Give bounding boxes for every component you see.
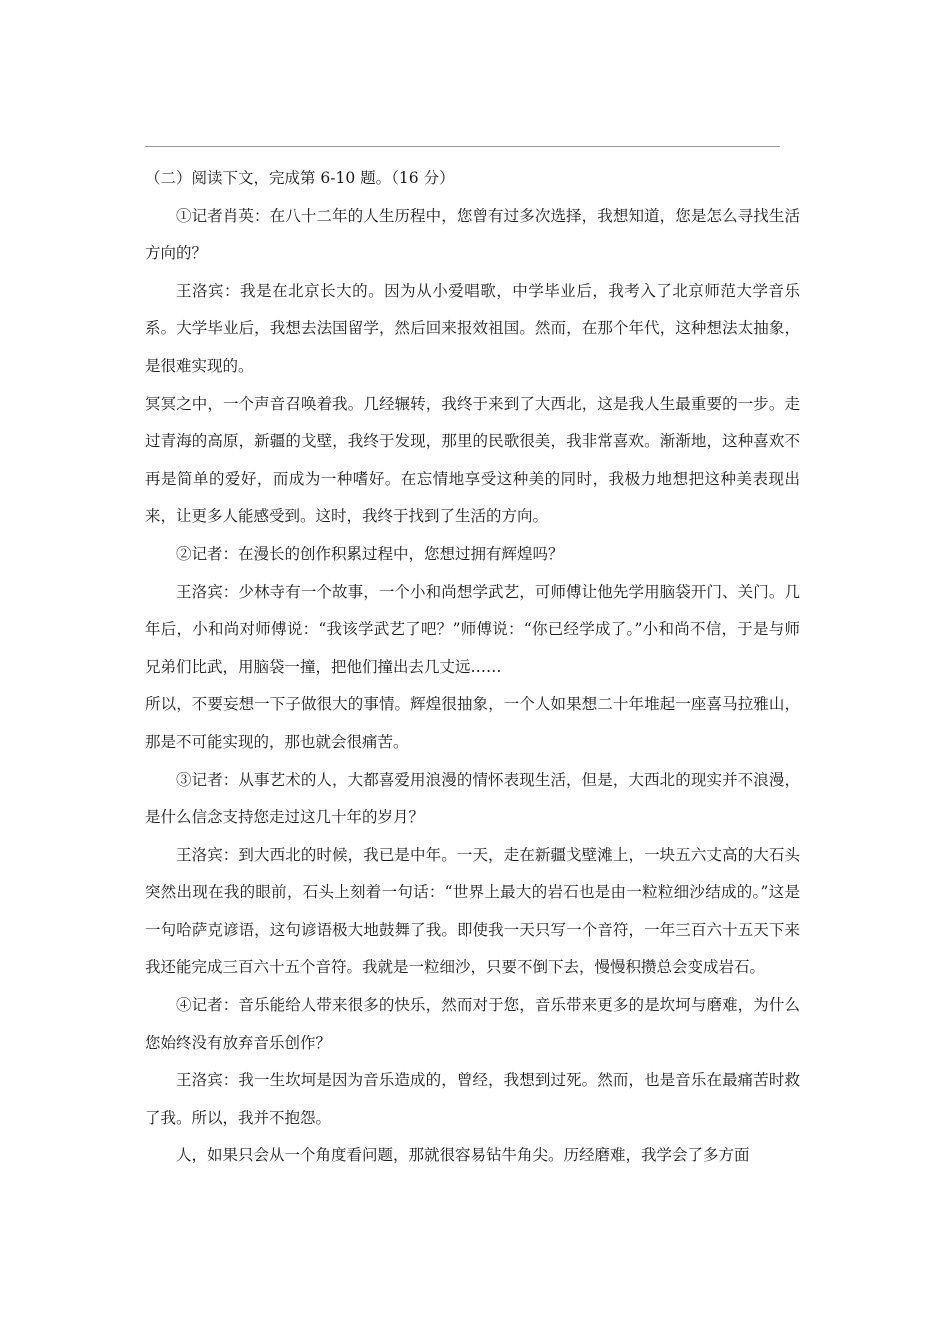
- paragraph: 王洛宾：到大西北的时候，我已是中年。一天，走在新疆戈壁滩上，一块五六丈高的大石头突然出现在我的眼前，石头上刻着一句话：“世界上最大的岩石也是由一粒粒细沙结成的。”这是一句哈萨克谚语，这句谚语极大地鼓舞了我。即使我一天只写一个音符，一年三百六十五天下来我还能完成三百六十五个音符。我就是一粒细沙，只要不倒下去，慢慢积攒总会变成岩石。: [145, 845, 800, 977]
- paragraph: ②记者：在漫长的创作积累过程中，您想过拥有辉煌吗？: [176, 544, 564, 563]
- paragraph: 王洛宾：我是在北京长大的。因为从小爱唱歌，中学毕业后，我考入了北京师范大学音乐系。大学毕业后，我想去法国留学，然后回来报效祖国。然而，在那个年代，这种想法太抽象，是很难实现的。: [145, 281, 800, 375]
- paragraph: ④记者：音乐能给人带来很多的快乐，然而对于您，音乐带来更多的是坎坷与磨难，为什么您始终没有放弃音乐创作？: [145, 996, 800, 1052]
- paragraph: 所以，不要妄想一下子做很大的事情。辉煌很抽象，一个人如果想二十年堆起一座喜马拉雅山，那是不可能实现的，那也就会很痛苦。: [145, 695, 800, 751]
- paragraph: 冥冥之中，一个声音召唤着我。几经辗转，我终于来到了大西北，这是我人生最重要的一步。走过青海的高原，新疆的戈壁，我终于发现，那里的民歌很美，我非常喜欢。渐渐地，这种喜欢不再是简单的爱好，而成为一种嗜好。在忘情地享受这种美的同时，我极力地想把这种美表现出来，让更多人能感受到。这时，我终于找到了生活的方向。: [145, 394, 800, 526]
- section-heading: （二）阅读下文，完成第 6-10 题。（16 分）: [145, 169, 455, 187]
- paragraph: 王洛宾：我一生坎坷是因为音乐造成的，曾经，我想到过死。然而，也是音乐在最痛苦时救了我。所以，我并不抱怨。: [145, 1071, 800, 1127]
- paragraph: ①记者肖英：在八十二年的人生历程中，您曾有过多次选择，我想知道，您是怎么寻找生活方向的？: [145, 206, 800, 263]
- header-divider: [145, 146, 780, 147]
- paragraph: 王洛宾：少林寺有一个故事，一个小和尚想学武艺，可师傅让他先学用脑袋开门、关门。几年后，小和尚对师傅说：“我该学武艺了吧？”师傅说：“你已经学成了。”小和尚不信，于是与师兄弟们比武，用脑袋一撞，把他们撞出去几丈远……: [145, 582, 800, 676]
- paragraph: 人，如果只会从一个角度看问题，那就很容易钻牛角尖。历经磨难，我学会了多方面: [176, 1146, 750, 1165]
- paragraph: ③记者：从事艺术的人，大都喜爱用浪漫的情怀表现生活，但是，大西北的现实并不浪漫，是什么信念支持您走过这几十年的岁月？: [145, 770, 800, 827]
- document-body: [145, 160, 800, 1175]
